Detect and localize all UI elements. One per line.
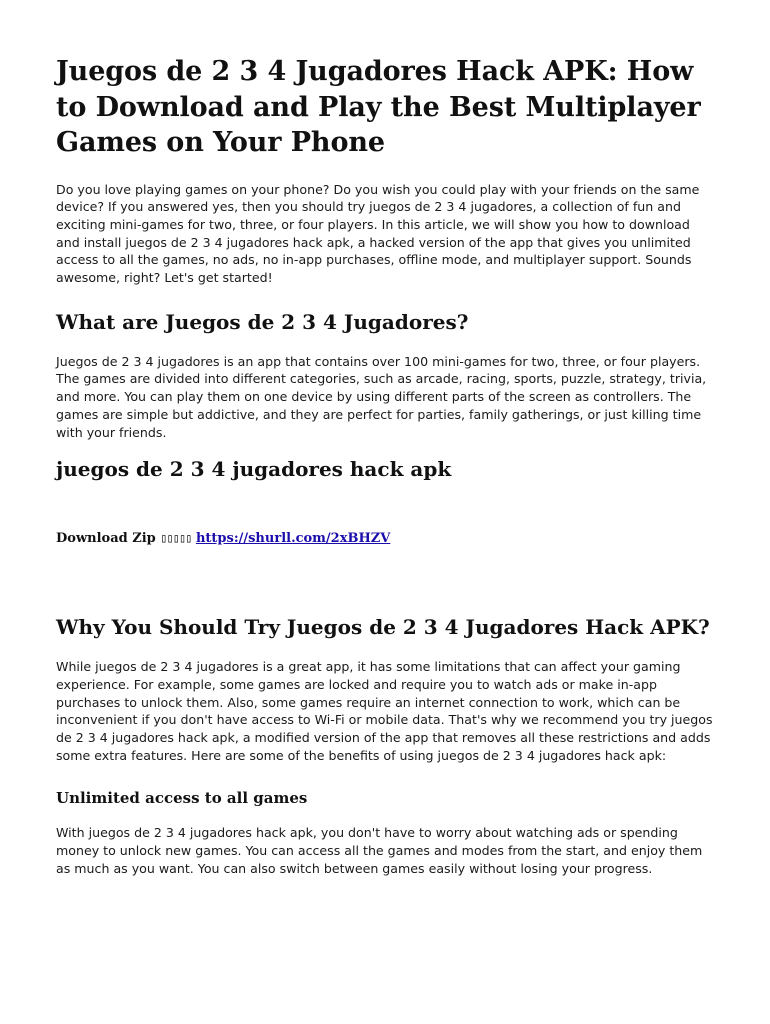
- subsection-heading-unlimited-access: Unlimited access to all games: [56, 789, 308, 808]
- intro-paragraph: Do you love playing games on your phone? Do you wish you could play with your friends on the same device? If you answered yes, then you should try juegos de 2 3 4 jugadores, a collection of fun and exciting mini-games for two, three, or four players. In this article, we will show you how to download and install juegos de 2 3 4 jugadores hack apk, a hacked version of the app that gives you unlimited access to all the games, no ads, no in-app purchases, offline mode, and multiplayer support. Sounds awesome, right? Let's get started!: [56, 181, 700, 286]
- keyword-heading: juegos de 2 3 4 jugadores hack apk: [56, 457, 452, 482]
- section-heading-what-are: What are Juegos de 2 3 4 Jugadores?: [56, 309, 469, 334]
- download-boxes: ▯▯▯▯▯: [160, 531, 192, 546]
- download-label: Download Zip: [56, 531, 156, 547]
- section-heading-why-try: Why You Should Try Juegos de 2 3 4 Jugadores Hack APK?: [56, 615, 710, 640]
- section-why-try-body: While juegos de 2 3 4 jugadores is a great app, it has some limitations that can affect your gaming experience. For example, some games are locked and require you to watch ads or make in-app purchases to unlock them. Also, some games require an internet connection to work, which can be inconvenient if you don't have access to Wi-Fi or mobile data. That's why we recommend you try juegos de 2 3 4 jugadores hack apk, a modified version of the app that removes all these restrictions and adds some extra features. Here are some of the benefits of using juegos de 2 3 4 jugadores hack apk:: [56, 659, 713, 763]
- page-title: Juegos de 2 3 4 Jugadores Hack APK: How to Download and Play the Best Multiplayer Games on Your Phone: [56, 56, 701, 158]
- download-line: [56, 529, 714, 548]
- section-what-are-body: Juegos de 2 3 4 jugadores is an app that contains over 100 mini-games for two, three, or four players. The games are divided into different categories, such as arcade, racing, sports, puzzle, strategy, trivia, and more. You can play them on one device by using different parts of the screen as controllers. The games are simple but addictive, and they are perfect for parties, family gatherings, or just killing time with your friends.: [56, 353, 707, 440]
- download-link[interactable]: https://shurll.com/2xBHZV: [195, 531, 391, 547]
- subsection-unlimited-access-body: With juegos de 2 3 4 jugadores hack apk, you don't have to worry about watching ads or spending money to unlock new games. You can access all the games and modes from the start, and enjoy them as much as you want. You can also switch between games easily without losing your progress.: [56, 825, 703, 876]
